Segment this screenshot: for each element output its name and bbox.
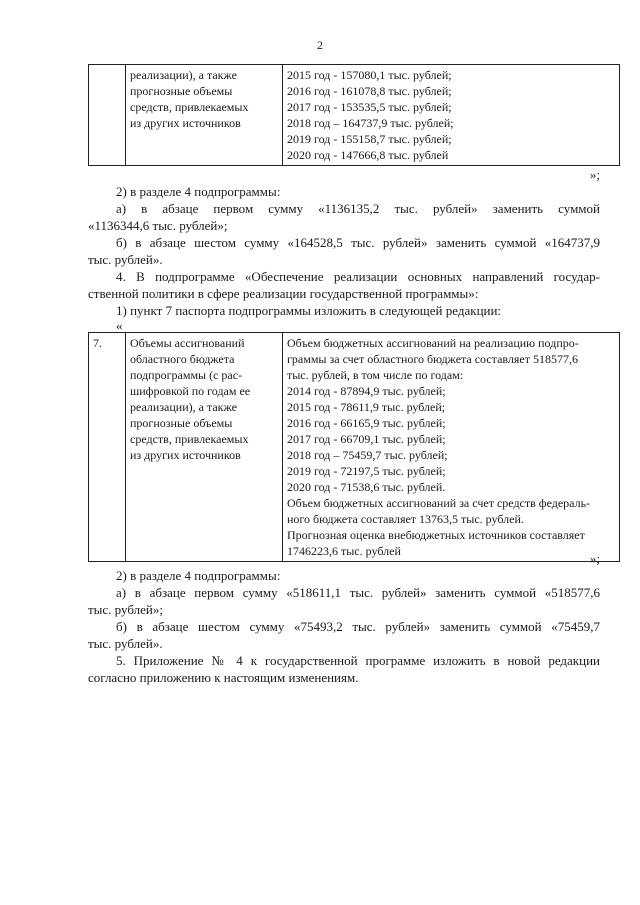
- cell-line: средств, привлекаемых: [130, 432, 249, 446]
- cell-line: граммы за счет областного бюджета составляет 518577,6: [287, 352, 578, 366]
- cell-line: Объем бюджетных ассигнований за счет средств федераль-: [287, 496, 591, 510]
- table-cell-number: 7.: [89, 333, 126, 562]
- cell-line: 2019 год - 72197,5 тыс. рублей;: [287, 464, 446, 478]
- cell-line: 2015 год - 157080,1 тыс. рублей;: [287, 68, 452, 82]
- cell-line: 2017 год - 66709,1 тыс. рублей;: [287, 432, 446, 446]
- cell-line: из других источников: [130, 448, 241, 462]
- paragraph-5-line1: 5. Приложение № 4 к государственной программе изложить в новой редакции: [116, 653, 600, 668]
- cell-line: реализации), а также: [130, 68, 237, 82]
- cell-line: прогнозные объемы: [130, 416, 233, 430]
- cell-line: из других источников: [130, 116, 241, 130]
- paragraph-item1: 1) пункт 7 паспорта подпрограммы изложить в следующей редакции:: [116, 303, 502, 318]
- cell-line: 2014 год - 87894,9 тыс. рублей;: [287, 384, 446, 398]
- cell-line: Объемы ассигнований: [130, 336, 245, 350]
- cell-line: шифровкой по годам ее: [130, 384, 251, 398]
- paragraph-a-line1: а) в абзаце первом сумму «1136135,2 тыс. рублей» заменить суммой: [116, 201, 600, 216]
- table-cell-label: [126, 65, 283, 166]
- paragraph-5-line2: согласно приложению к настоящим изменениям.: [88, 670, 359, 685]
- paragraph-section4-heading-2: 2) в разделе 4 подпрограммы:: [116, 568, 281, 583]
- cell-line: 2018 год – 75459,7 тыс. рублей;: [287, 448, 448, 462]
- cell-line: 2019 год - 155158,7 тыс. рублей;: [287, 132, 452, 146]
- cell-line: 2016 год - 161078,8 тыс. рублей;: [287, 84, 452, 98]
- paragraph-a2-line2: тыс. рублей»;: [88, 602, 163, 617]
- paragraph-b-line2: тыс. рублей».: [88, 252, 163, 267]
- paragraph-b-line1: б) в абзаце шестом сумму «164528,5 тыс. рублей» заменить суммой «164737,9: [116, 235, 600, 250]
- table-cell-label: [126, 333, 283, 562]
- cell-line: 2016 год - 66165,9 тыс. рублей;: [287, 416, 446, 430]
- paragraph-b2-line1: б) в абзаце шестом сумму «75493,2 тыс. рублей» заменить суммой «75459,7: [116, 619, 600, 634]
- table-cell-values: [283, 333, 620, 562]
- table-row: [89, 65, 620, 166]
- closing-quote: »;: [589, 551, 600, 566]
- cell-line: 2020 год - 71538,6 тыс. рублей.: [287, 480, 446, 494]
- table-cell-values: [283, 65, 620, 166]
- cell-line: Объем бюджетных ассигнований на реализацию подпро-: [287, 336, 579, 350]
- passport-table-continuation: [88, 64, 620, 166]
- cell-line: Прогнозная оценка внебюджетных источников составляет: [287, 528, 585, 542]
- cell-line: областного бюджета: [130, 352, 235, 366]
- table-cell-number: [89, 65, 126, 166]
- page-number: 2: [317, 38, 323, 52]
- paragraph-a-line2: «1136344,6 тыс. рублей»;: [88, 218, 228, 233]
- paragraph-b2-line2: тыс. рублей».: [88, 636, 163, 651]
- passport-table-item7: [88, 332, 620, 562]
- paragraph-4-line2: ственной политики в сфере реализации государственной программы»:: [88, 286, 479, 301]
- cell-line: средств, привлекаемых: [130, 100, 249, 114]
- cell-line: 2020 год - 147666,8 тыс. рублей: [287, 148, 449, 162]
- cell-line: тыс. рублей, в том числе по годам:: [287, 368, 464, 382]
- paragraph-section4-heading: 2) в разделе 4 подпрограммы:: [116, 184, 281, 199]
- table-row: [89, 333, 620, 562]
- cell-line: 1746223,6 тыс. рублей: [287, 544, 401, 558]
- cell-line: 2018 год – 164737,9 тыс. рублей;: [287, 116, 454, 130]
- cell-line: реализации), а также: [130, 400, 237, 414]
- paragraph-a2-line1: а) в абзаце первом сумму «518611,1 тыс. рублей» заменить суммой «518577,6: [116, 585, 600, 600]
- cell-line: 2017 год - 153535,5 тыс. рублей;: [287, 100, 452, 114]
- opening-quote: «: [116, 318, 123, 333]
- cell-line: прогнозные объемы: [130, 84, 233, 98]
- closing-quote: »;: [589, 167, 600, 182]
- cell-line: подпрограммы (с рас-: [130, 368, 243, 382]
- paragraph-4-line1: 4. В подпрограмме «Обеспечение реализации основных направлений государ-: [116, 269, 600, 284]
- cell-line: ного бюджета составляет 13763,5 тыс. рублей.: [287, 512, 524, 526]
- cell-line: 2015 год - 78611,9 тыс. рублей;: [287, 400, 446, 414]
